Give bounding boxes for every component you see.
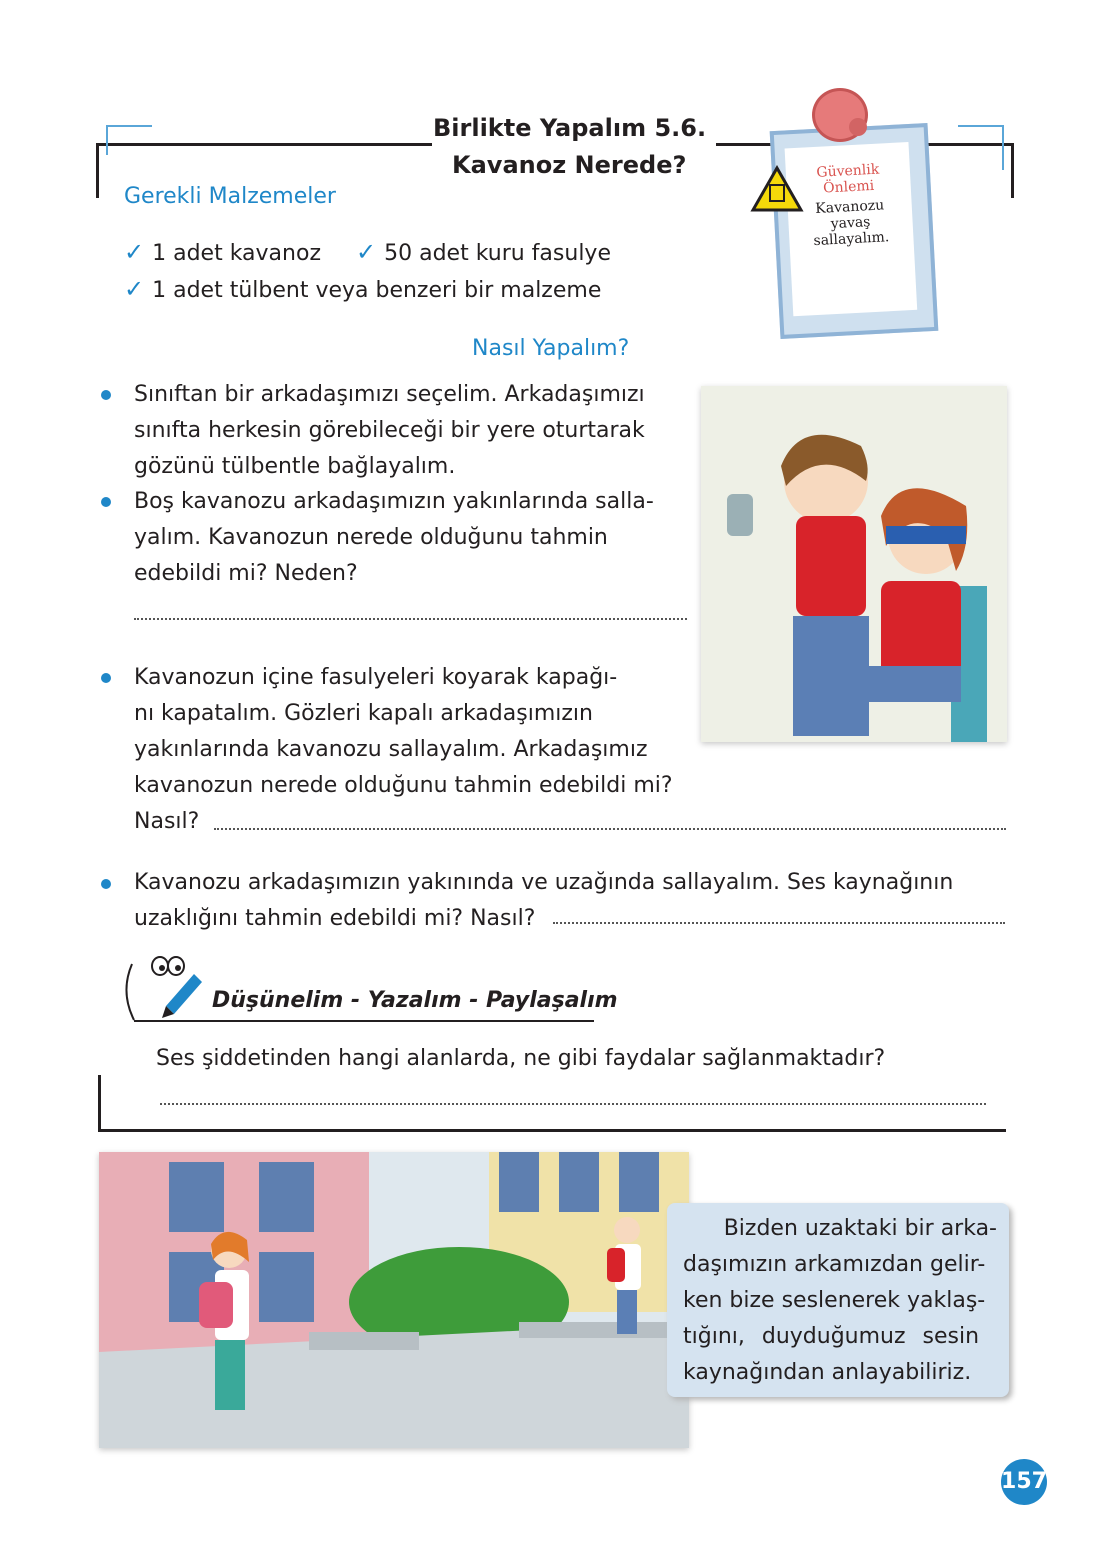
answer-dotted-line[interactable] [134, 618, 687, 620]
header-line-right-vertical [1011, 143, 1014, 198]
check-icon: ✓ [124, 238, 145, 266]
step-2-line: Boş kavanozu arkadaşımızın yakınlarında salla- [134, 489, 654, 514]
illustration-blindfold-game [701, 386, 1007, 742]
check-icon: ✓ [124, 275, 145, 303]
info-line: daşımızın arkamızdan gelir- [683, 1252, 986, 1277]
step-1-text [134, 377, 694, 485]
think-frame-bottom [98, 1129, 1006, 1132]
safety-text-line1: Kavanozu [814, 197, 885, 217]
check-icon: ✓ [356, 238, 377, 266]
corner-accent-left [106, 125, 152, 127]
answer-dotted-line[interactable] [160, 1103, 986, 1105]
think-heading: Düşünelim - Yazalım - Paylaşalım [212, 988, 618, 1013]
safety-note-card [770, 123, 939, 339]
illustration-street-svg [99, 1152, 689, 1448]
info-line: ken bize seslenerek yaklaş- [683, 1288, 986, 1313]
activity-title-line2: Kavanoz Nerede? [452, 151, 687, 179]
step-2-line: edebildi mi? Neden? [134, 561, 358, 586]
material-item-3 [124, 275, 601, 303]
step-2-line: yalım. Kavanozun nerede olduğunu tahmin [134, 525, 608, 550]
material-item-1-label: 1 adet kavanoz [152, 241, 321, 266]
corner-accent-right-v [1002, 125, 1004, 170]
procedure-heading: Nasıl Yapalım? [472, 336, 630, 361]
material-item-2 [356, 238, 611, 266]
answer-dotted-line[interactable] [553, 922, 1005, 924]
step-3-line: yakınlarında kavanozu sallayalım. Arkadaşımız [134, 737, 648, 762]
corner-accent-right [958, 125, 1004, 127]
safety-note-paper [785, 142, 918, 316]
think-underline [134, 1020, 594, 1022]
page-number: 157 [1001, 1459, 1047, 1505]
info-line: kaynağından anlayabiliriz. [683, 1360, 972, 1385]
answer-dotted-line[interactable] [214, 828, 1006, 830]
step-3-text [134, 660, 704, 840]
safety-heading-line2: Önlemi [822, 177, 875, 197]
step-2-text [134, 484, 694, 592]
step-3-line: Kavanozun içine fasulyeleri koyarak kapağı- [134, 665, 618, 690]
bullet-icon [101, 497, 111, 507]
material-item-2-label: 50 adet kuru fasulye [384, 241, 611, 266]
info-text [683, 1211, 997, 1391]
materials-heading: Gerekli Malzemeler [124, 184, 336, 209]
step-3-line: Nasıl? [134, 809, 200, 834]
step-1-line: gözünü tülbentle bağlayalım. [134, 454, 456, 479]
step-1-line: sınıfta herkesin görebileceği bir yere oturtarak [134, 418, 645, 443]
step-3-line: nı kapatalım. Gözleri kapalı arkadaşımızın [134, 701, 593, 726]
safety-text-line3: sallayalım. [813, 229, 890, 250]
step-4-line: Kavanozu arkadaşımızın yakınında ve uzağında sallayalım. Ses kaynağının [134, 870, 954, 895]
step-3-line: kavanozun nerede olduğunu tahmin edebildi mi? [134, 773, 673, 798]
activity-title-line1: Birlikte Yapalım 5.6. [433, 114, 707, 142]
think-question: Ses şiddetinden hangi alanlarda, ne gibi faydalar sağlanmaktadır? [156, 1046, 886, 1071]
info-box [667, 1203, 1009, 1397]
step-4-line: uzaklığını tahmin edebildi mi? Nasıl? [134, 906, 536, 931]
bullet-icon [101, 673, 111, 683]
material-item-3-label: 1 adet tülbent veya benzeri bir malzeme [152, 278, 602, 303]
push-pin-tip [849, 118, 867, 136]
step-4-text [134, 865, 1004, 937]
illustration-street-scene [99, 1152, 689, 1448]
warning-triangle-icon [750, 165, 804, 213]
safety-text-line2: yavaş [830, 214, 871, 233]
eyes-pencil-icon [118, 952, 208, 1024]
material-item-1 [124, 238, 321, 266]
bullet-icon [101, 879, 111, 889]
illustration-kids-svg [701, 386, 1007, 742]
think-frame-left [98, 1075, 101, 1132]
header-line-left-vertical [96, 143, 99, 198]
safety-heading-line1: Güvenlik [816, 161, 880, 181]
header-line-left [96, 143, 432, 146]
bullet-icon [101, 390, 111, 400]
info-line: tığını, duyduğumuz sesin [683, 1324, 980, 1349]
info-line: Bizden uzaktaki bir arka- [723, 1216, 997, 1241]
step-1-line: Sınıftan bir arkadaşımızı seçelim. Arkadaşımızı [134, 382, 645, 407]
corner-accent-left-v [106, 125, 108, 155]
